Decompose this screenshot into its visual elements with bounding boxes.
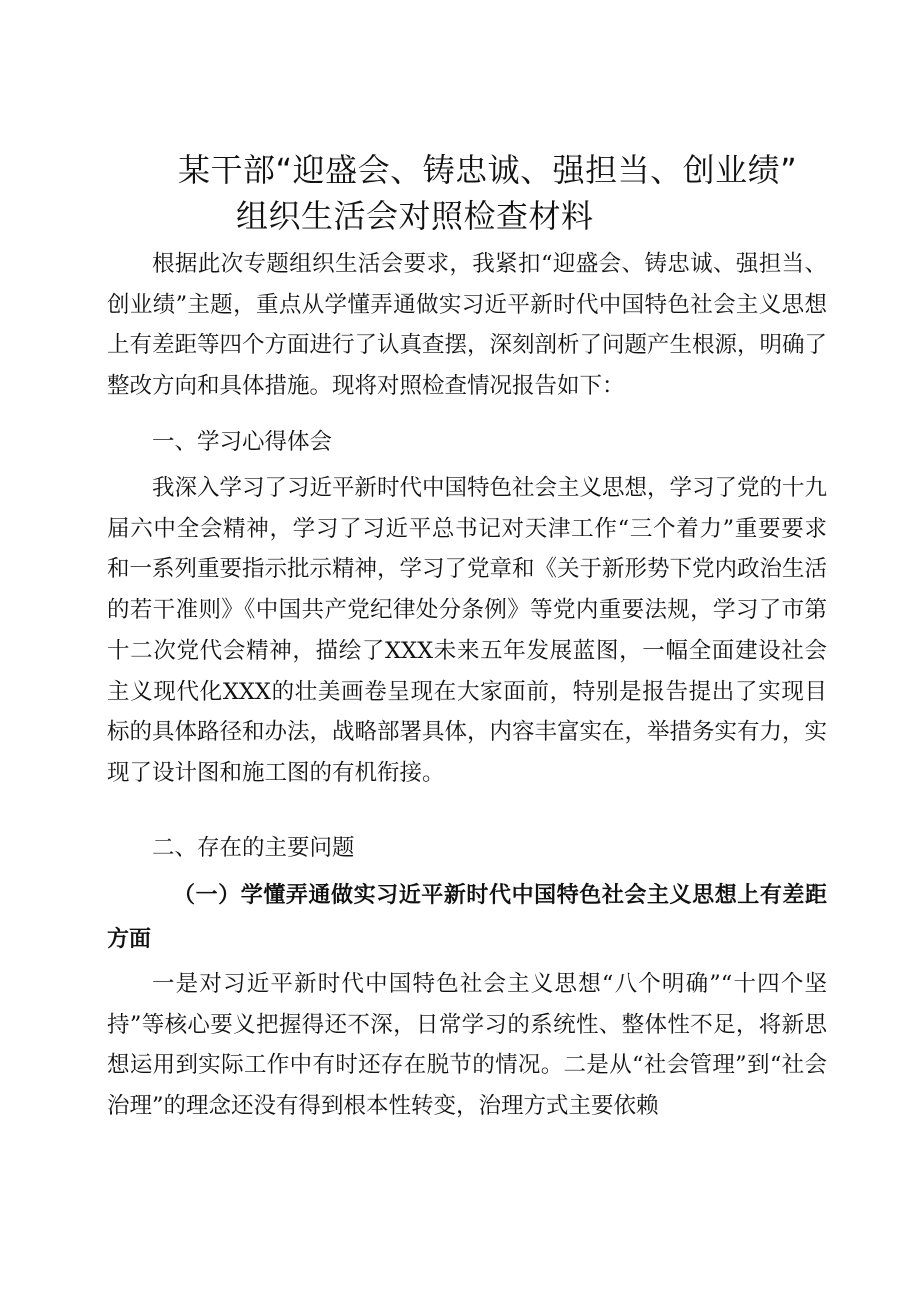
subsection-1-heading: （一）学懂弄通做实习近平新时代中国特色社会主义思想上有差距方面 [107,883,827,952]
document-title-line-2: 组织生活会对照检查材料 [236,197,594,235]
intro-paragraph: 根据此次专题组织生活会要求，我紧扣“迎盛会、铸忠诚、强担当、创业绩”主题，重点从学懂弄通做实习近平新时代中国特色社会主义思想上有差距等四个方面进行了认真查摆，深刻剖析了问题产生根源，明确了整改方向和具体措施。现将对照检查情况报告如下： [107,251,828,400]
section-1-paragraph: 我深入学习了习近平新时代中国特色社会主义思想，学习了党的十九届六中全会精神，学习了习近平总书记对天津工作“三个着力”重要要求和一系列重要指示批示精神，学习了党章和《关于新形势下党内政治生活的若干准则》《中国共产党纪律处分条例》等党内重要法规，学习了市第十二次党代会精神，描绘了XXX未来五年发展蓝图，一幅全面建设社会主义现代化XXX的壮美画卷呈现在大家面前，特别是报告提出了实现目标的具体路径和办法，战略部署具体，内容丰富实在，举措务实有力，实现了设计图和施工图的有机衔接。 [107,475,828,786]
subsection-1-paragraph: 一是对习近平新时代中国特色社会主义思想“八个明确”“十四个坚持”等核心要义把握得还不深，日常学习的系统性、整体性不足，将新思想运用到实际工作中有时还存在脱节的情况。二是从“社会管理”到“社会治理”的理念还没有得到根本性转变，治理方式主要依赖 [107,971,827,1120]
section-2-heading: 二、存在的主要问题 [152,835,355,861]
section-1-heading: 一、学习心得体会 [152,429,333,455]
document-title-line-1: 某干部“迎盛会、铸忠诚、强担当、创业绩” [178,151,798,189]
